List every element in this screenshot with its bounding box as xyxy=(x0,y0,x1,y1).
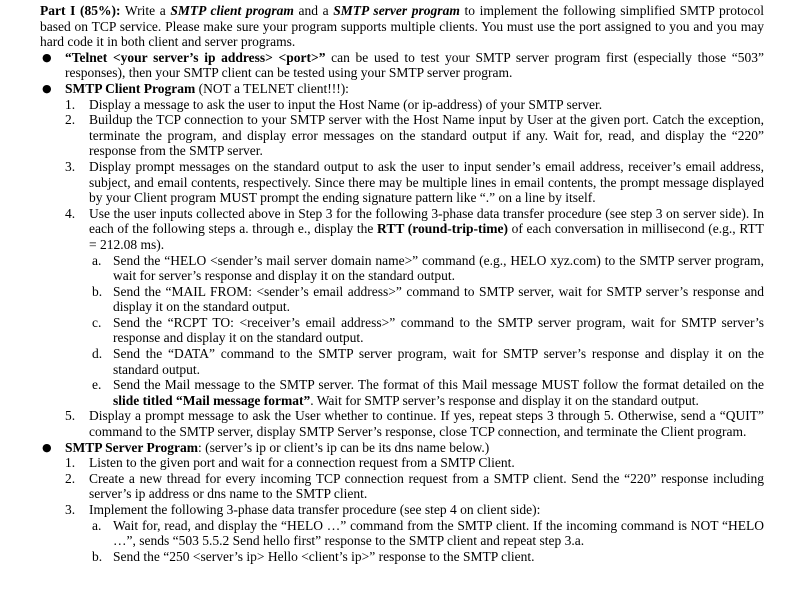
client-substep-e: e. Send the Mail message to the SMTP server. The format of this Mail message MUST follow the format detailed on the slide titled “Mail message format”. Wait for SMTP server’s response and display it on the standard output. xyxy=(92,377,764,408)
server-step-1: 1. Listen to the given port and wait for a connection request from a SMTP Client. xyxy=(65,455,515,471)
part-heading: Part I (85%): xyxy=(40,3,121,18)
bullet-telnet: ● “Telnet <your server’s ip address> <port>” can be used to test your SMTP server program first (especially those “503” responses), then your SMTP client can be tested using your SMTP server program. xyxy=(42,49,765,81)
client-step-2: 2. Buildup the TCP connection to your SMTP server with the Host Name input by User at the given port. Catch the exception, terminate the program, and display error messages on the standard output if any. Wait for, read, and display the “220” response from the SMTP server. xyxy=(65,112,764,159)
client-step-4-substeps xyxy=(89,253,764,409)
bullet-dot-icon: ● xyxy=(42,81,52,95)
client-substep-b: b. Send the “MAIL FROM: <sender’s email address>” command to SMTP server, wait for SMTP server’s response and display it on the standard output. xyxy=(92,283,764,315)
bullet-client-program: ● SMTP Client Program (NOT a TELNET client!!!): 1. Display a message to ask the user to input the Host Name (or ip-address) of your SMTP server. 2. Buildup the TCP connection to your SMTP server with the Host Name input by User at the given port. Catch the exception, terminate the program, and display error messages on the standard output if any. Wait for, read, and display the “220” response from the SMTP server. 3. Display prompt messages on the standard output to ask the user to input sender’s email address, receiver’s email address, subject, and email contents, respectively. Since there may be multiple lines in email contents, the prompt message displayed by your Client program MUST prompt the ending signature pattern like “.” on a line by itself. 4. Use the user inputs collected above in Step 3 for the following 3-phase data transfer procedure (see step 3 on server side). In each of the following steps a. through e., display the RTT (round-trip-time) of each conversation in millisecond (e.g., RTT = 212.08 ms). a. Send the “HELO <sender’s mail server domain name>” command (e.g., HELO xyz.com) to the SMTP server program, wait for server’s response and display it on the standard output. b. Send the “MAIL FROM: <sender’s email address>” command to SMTP server, wait for SMTP server’s response and display it on the standard output. c. Send the “RCPT TO: <receiver’s email address>” command to the SMTP server program, wait for SMTP server’s response and display it on the standard output. d. Send the “DATA” command to the SMTP server program, wait for SMTP server’s response and display it on the standard output. e. Send the Mail message to the SMTP server. The format of this Mail message MUST follow the format detailed on the slide titled “Mail message format”. Wait for SMTP server’s response and display it on the standard output. 5. Display a prompt message to ask the User whether to continue. If yes, repeat steps 3 through 5. Otherwise, send a “QUIT” command to the SMTP server, display SMTP Server’s response, close TCP connection, and terminate the Client program. xyxy=(42,80,765,440)
client-substep-d: d. Send the “DATA” command to the SMTP server program, wait for SMTP server’s response and display it on the standard output. xyxy=(92,346,764,377)
server-step-3-substeps xyxy=(89,518,764,565)
client-substep-a: a. Send the “HELO <sender’s mail server domain name>” command (e.g., HELO xyz.com) to the SMTP server program, wait for server’s response and display it on the standard output. xyxy=(92,252,764,284)
server-steps xyxy=(65,455,764,564)
client-steps xyxy=(65,97,764,440)
client-step-3: 3. Display prompt messages on the standard output to ask the user to input sender’s email address, receiver’s email address, subject, and email contents, respectively. Since there may be multiple lines in email contents, the prompt message displayed by your Client program MUST prompt the ending signature pattern like “.” on a line by itself. xyxy=(65,158,764,206)
bullet-dot-icon: ● xyxy=(42,440,52,454)
client-step-4: 4. Use the user inputs collected above in Step 3 for the following 3-phase data transfer procedure (see step 3 on server side). In each of the following steps a. through e., display the RTT (round-trip-time) of each conversation in millisecond (e.g., RTT = 212.08 ms). a. Send the “HELO <sender’s mail server domain name>” command (e.g., HELO xyz.com) to the SMTP server program, wait for server’s response and display it on the standard output. b. Send the “MAIL FROM: <sender’s email address>” command to SMTP server, wait for SMTP server’s response and display it on the standard output. c. Send the “RCPT TO: <receiver’s email address>” command to the SMTP server program, wait for SMTP server’s response and display it on the standard output. d. Send the “DATA” command to the SMTP server program, wait for SMTP server’s response and display it on the standard output. e. Send the Mail message to the SMTP server. The format of this Mail message MUST follow the format detailed on the slide titled “Mail message format”. Wait for SMTP server’s response and display it on the standard output. xyxy=(65,205,765,408)
bullet-server-program: ● SMTP Server Program: (server’s ip or client’s ip can be its dns name below.) 1. Listen to the given port and wait for a connection request from a SMTP Client. 2. Create a new thread for every incoming TCP connection request from a SMTP client. Send the “220” response including server’s ip address or dns name to the SMTP client. 3. Implement the following 3-phase data transfer procedure (see step 4 on client side): a. Wait for, read, and display the “HELO …” command from the SMTP client. If the incoming command is NOT “HELO …”, sends “503 5.5.2 Send hello first” response to the SMTP client and repeat step 3.a. b. Send the “250 <server’s ip> Hello <client’s ip>” response to the SMTP client. xyxy=(42,439,764,564)
server-substep-b: b. Send the “250 <server’s ip> Hello <client’s ip>” response to the SMTP client. xyxy=(92,548,535,564)
intro-paragraph: Part I (85%): Write a SMTP client program and a SMTP server program to implement the following simplified SMTP protocol based on TCP service. Please make sure your program supports multiple clients. You must use the port assigned to you and you may hard code it in both client and server programs. xyxy=(40,3,765,50)
server-step-3: 3. Implement the following 3-phase data transfer procedure (see step 4 on client side): a. Wait for, read, and display the “HELO …” command from the SMTP client. If the incoming command is NOT “HELO …”, sends “503 5.5.2 Send hello first” response to the SMTP client and repeat step 3.a. b. Send the “250 <server’s ip> Hello <client’s ip>” response to the SMTP client. xyxy=(65,502,764,564)
server-step-2: 2. Create a new thread for every incoming TCP connection request from a SMTP client. Send the “220” response including server’s ip address or dns name to the SMTP client. xyxy=(65,470,764,502)
server-program-term: SMTP server program xyxy=(333,3,460,18)
mail-format-slide-ref: slide titled “Mail message format” xyxy=(113,392,311,408)
client-section-title: SMTP Client Program xyxy=(65,80,196,96)
rtt-term: RTT (round-trip-time) xyxy=(377,221,508,237)
client-substep-c: c. Send the “RCPT TO: <receiver’s email address>” command to the SMTP server program, wait for SMTP server’s response and display it on the standard output. xyxy=(92,314,764,346)
client-step-1: 1. Display a message to ask the user to input the Host Name (or ip-address) of your SMTP server. xyxy=(65,96,603,112)
telnet-command: “Telnet <your server’s ip address> <port>” xyxy=(65,49,326,65)
main-bullet-list xyxy=(40,50,764,565)
server-substep-a: a. Wait for, read, and display the “HELO …” command from the SMTP client. If the incoming command is NOT “HELO …”, sends “503 5.5.2 Send hello first” response to the SMTP client and repeat step 3.a. xyxy=(92,517,764,549)
client-step-5: 5. Display a prompt message to ask the User whether to continue. If yes, repeat steps 3 through 5. Otherwise, send a “QUIT” command to the SMTP server, display SMTP Server’s response, close TCP connection, and terminate the Client program. xyxy=(65,408,764,440)
bullet-dot-icon: ● xyxy=(42,50,52,64)
client-program-term: SMTP client program xyxy=(170,3,294,18)
server-section-title: SMTP Server Program xyxy=(65,439,198,455)
